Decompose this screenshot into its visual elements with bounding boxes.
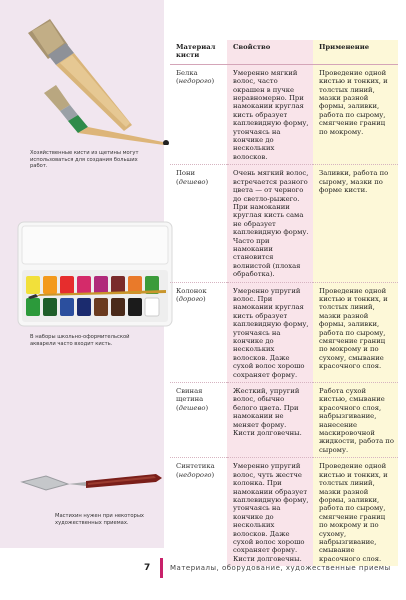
table-header-row <box>170 40 398 64</box>
page-footer <box>0 557 406 579</box>
palette-caption: В наборы школьно-оформительской акварели часто входит кисть. <box>30 334 130 347</box>
material-price: недорого <box>178 470 212 479</box>
table-row <box>170 165 398 282</box>
property-cell: Умеренно мягкий волос, часто окрашен в пучке неравномерно. При намокании круглая кисть образует каплевидную форму, утончаясь на кончике до нескольких волосков. <box>227 64 313 164</box>
brush-materials-table <box>170 40 398 566</box>
page-number: 7 <box>144 563 151 573</box>
material-name: Пони <box>176 169 196 178</box>
header-property: Свойство <box>227 40 313 64</box>
footer-divider <box>160 558 163 578</box>
header-usage: Применение <box>313 40 398 64</box>
header-material: Материал кисти <box>170 40 227 64</box>
material-price: дешево <box>178 177 206 186</box>
property-cell: Умеренно упругий волос, чуть жестче колонка. При намокании образует каплевидную форму, утончаясь на кончике до нескольких волосков. Даже сухой волос хорошо сохраняет форму. Кисти долговечны. <box>227 458 313 566</box>
usage-cell: Проведение одной кистью и тонких, и толстых линий, мазки разной формы, заливки, работа по сырому, смягчение границ по мокрому и по сухому, смывание красочного слоя. <box>313 282 398 382</box>
usage-cell: Работа сухой кистью, смывание красочного слоя, набрызгивание, нанесение маскировочной жидкости, работа по сырому. <box>313 383 398 458</box>
brushes-caption: Хозяйственные кисти из щетины могут использоваться для создания больших работ. <box>30 150 139 170</box>
brushes-photo <box>20 15 170 145</box>
material-price: дорого <box>178 294 204 303</box>
left-sidebar <box>0 0 164 548</box>
property-cell: Жесткий, упругий волос, обычно белого цвета. При намокании не меняет форму. Кисти долговечны. <box>227 383 313 458</box>
watercolor-palette-photo <box>16 214 174 332</box>
material-cell: Белка (недорого) <box>170 64 227 164</box>
material-name: Свиная щетина <box>176 387 204 404</box>
palette-knife-photo <box>16 462 166 510</box>
material-price: дешево <box>178 403 206 412</box>
material-cell: Колонок (дорого) <box>170 282 227 382</box>
material-cell: Синтетика (недорого) <box>170 458 227 566</box>
table-row <box>170 282 398 382</box>
table-row <box>170 64 398 164</box>
material-name: Колонок <box>176 286 207 295</box>
usage-cell: Проведение одной кистью и тонких, и толстых линий, мазки разной формы, заливки, работа по сырому, смягчение границ по мокрому. <box>313 64 398 164</box>
material-name: Синтетика <box>176 462 215 471</box>
usage-cell: Заливки, работа по сырому, мазки по форме кисти. <box>313 165 398 282</box>
property-cell: Умеренно упругий волос. При намокании круглая кисть образует каплевидную форму, утончаясь на кончике до нескольких волосков. Даже сухой волос хорошо сохраняет форму. <box>227 282 313 382</box>
knife-caption: Мастихин нужен при некоторых художественных приемах. <box>55 513 144 526</box>
usage-cell: Проведение одной кистью и тонких, и толстых линий, мазки разной формы, заливки, работа по сырому, смягчение границ по мокрому и по сухому, набрызгивание, смывание красочного слоя. <box>313 458 398 566</box>
property-cell: Очень мягкий волос, встречается разного цвета — от черного до светло-рыжего. При намокании круглая кисть сама не образует каплевидную форму. Часто при намокании становится волнистой (плохая обработка). <box>227 165 313 282</box>
material-cell: Свиная щетина (дешево) <box>170 383 227 458</box>
material-cell: Пони (дешево) <box>170 165 227 282</box>
running-head: Материалы, оборудование, художественные приемы <box>170 564 391 572</box>
material-price: недорого <box>178 77 212 86</box>
large-brush-icon <box>28 19 132 131</box>
material-name: Белка <box>176 68 198 77</box>
table-row <box>170 383 398 458</box>
table-row <box>170 458 398 566</box>
